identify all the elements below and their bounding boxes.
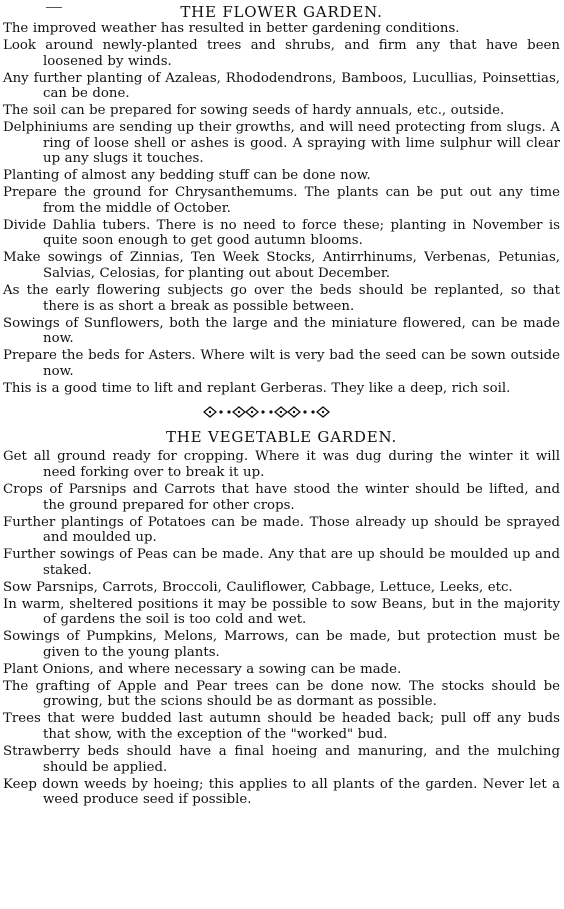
header-rule — [46, 7, 62, 8]
ornament-diamond-center — [321, 411, 323, 413]
vegetable-entry: Trees that were budded last autumn should be headed back; pull off any buds that show, with the exception of the "worked" bud. — [3, 711, 560, 742]
vegetable-entry: The grafting of Apple and Pear trees can be done now. The stocks should be growing, but the scions should be as dormant as possible. — [3, 678, 560, 710]
ornament-dot — [219, 411, 222, 414]
flower-entry: Planting of almost any bedding stuff can be done now. — [3, 168, 371, 184]
flower-entry: Delphiniums are sending up their growths, and will need protecting from slugs. A ring of loose shell or ashes is good. A spraying with lime sulphur will clear up any slugs it touches. — [3, 120, 560, 167]
ornament-diamond-center — [292, 411, 294, 413]
ornament-diamond-center — [237, 411, 239, 413]
ornament-dot — [303, 411, 306, 414]
flower-entry: Prepare the beds for Asters. Where wilt is very bad the seed can be sown outside now. — [3, 348, 560, 379]
ornament-dot — [269, 411, 272, 414]
vegetable-garden-list — [3, 449, 560, 807]
diamond-chain-divider-icon — [3, 398, 560, 426]
ornament-dot — [311, 411, 314, 414]
flower-entry: Look around newly-planted trees and shrubs, and firm any that have been loosened by winds. — [3, 37, 560, 69]
flower-entry: Make sowings of Zinnias, Ten Week Stocks, Antirrhinums, Verbenas, Petunias, Salvias, Celosias, for planting out about December. — [3, 250, 560, 282]
divider-ornament-graphic — [202, 405, 362, 419]
flower-entry: Sowings of Sunflowers, both the large and the miniature flowered, can be made now. — [3, 315, 560, 347]
vegetable-entry: Sow Parsnips, Carrots, Broccoli, Cauliflower, Cabbage, Lettuce, Leeks, etc. — [3, 579, 513, 595]
vegetable-entry: Plant Onions, and where necessary a sowing can be made. — [3, 661, 402, 677]
vegetable-garden-title: THE VEGETABLE GARDEN. — [165, 428, 398, 447]
flower-garden-title: THE FLOWER GARDEN. — [180, 3, 383, 21]
ornament-diamond-center — [250, 411, 252, 413]
flower-entry: The soil can be prepared for sowing seeds of hardy annuals, etc., outside. — [3, 103, 505, 119]
vegetable-entry: In warm, sheltered positions it may be possible to sow Beans, but in the majority of gardens the soil is too cold and wet. — [3, 596, 560, 628]
ornament-dot — [227, 411, 230, 414]
vegetable-entry: Crops of Parsnips and Carrots that have stood the winter should be lifted, and the ground prepared for other crops. — [3, 481, 560, 513]
flower-garden-list — [3, 21, 560, 396]
vegetable-entry: Get all ground ready for cropping. Where it was dug during the winter it will need forking over to break it up. — [3, 449, 560, 480]
vegetable-entry: Further sowings of Peas can be made. Any that are up should be moulded up and staked. — [3, 547, 560, 578]
vegetable-entry: Further plantings of Potatoes can be made. Those already up should be sprayed and moulded up. — [3, 514, 560, 546]
flower-entry: The improved weather has resulted in better gardening conditions. — [3, 21, 460, 36]
flower-entry: Any further planting of Azaleas, Rhododendrons, Bamboos, Lucullias, Poinsettias, can be done. — [3, 70, 560, 102]
vegetable-garden-section — [3, 428, 560, 807]
ornament-dot — [261, 411, 264, 414]
vegetable-entry: Strawberry beds should have a final hoeing and manuring, and the mulching should be applied. — [3, 743, 560, 775]
ornament-diamond-center — [279, 411, 281, 413]
vegetable-entry: Sowings of Pumpkins, Melons, Marrows, can be made, but protection must be given to the young plants. — [3, 629, 560, 660]
vegetable-entry: Keep down weeds by hoeing; this applies to all plants of the garden. Never let a weed produce seed if possible. — [3, 776, 560, 808]
flower-entry: This is a good time to lift and replant Gerberas. They like a deep, rich soil. — [3, 380, 511, 396]
flower-garden-section — [3, 3, 560, 396]
ornament-diamond-center — [208, 411, 210, 413]
flower-entry: Divide Dahlia tubers. There is no need to force these; planting in November is quite soon enough to get good autumn blooms. — [3, 217, 560, 249]
flower-entry: Prepare the ground for Chrysanthemums. The plants can be put out any time from the middle of October. — [3, 185, 560, 216]
flower-entry: As the early flowering subjects go over the beds should be replanted, so that there is as short a break as possible between. — [3, 283, 560, 314]
